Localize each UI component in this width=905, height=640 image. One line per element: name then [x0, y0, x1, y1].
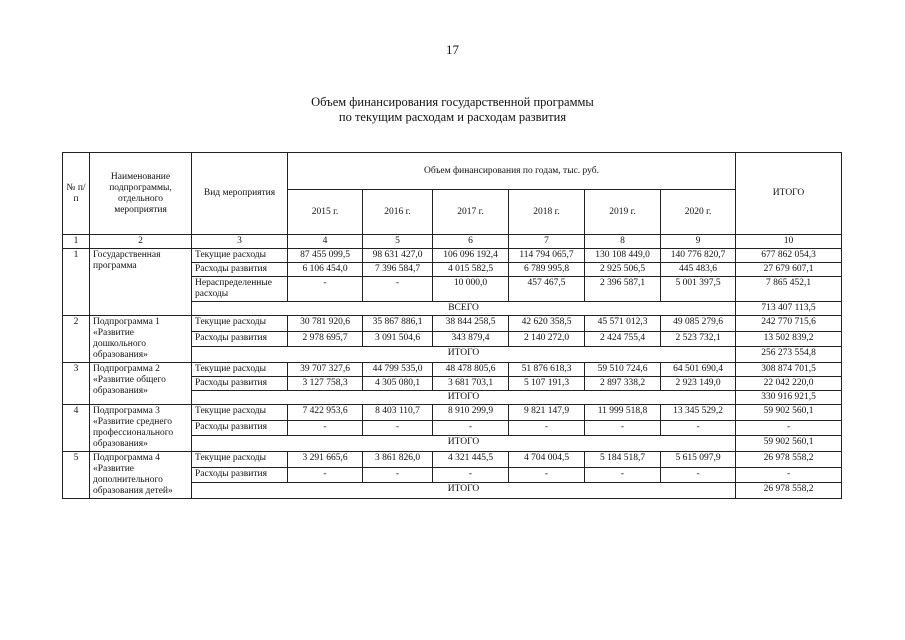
section-number: 1: [63, 249, 90, 316]
year-value: 4 305 080,1: [363, 377, 433, 391]
year-value: 4 015 582,5: [433, 263, 509, 277]
year-value: 5 001 397,5: [661, 277, 736, 302]
header-funding: Объем финансирования по годам, тыс. руб.: [288, 153, 736, 190]
header-year: 2020 г.: [661, 190, 736, 235]
row-total: -: [736, 420, 842, 436]
year-value: -: [509, 467, 585, 483]
year-value: -: [363, 420, 433, 436]
expense-type: Расходы развития: [192, 420, 288, 436]
section-total-value: 256 273 554,8: [736, 347, 842, 363]
document-title: [0, 95, 905, 125]
year-value: 3 127 758,3: [288, 377, 363, 391]
header-name: Наименование подпрограммы, отдельного мероприятия: [90, 153, 192, 235]
year-value: 7 396 584,7: [363, 263, 433, 277]
year-value: 51 876 618,3: [509, 363, 585, 377]
year-value: 4 321 445,5: [433, 452, 509, 468]
expense-type: Текущие расходы: [192, 405, 288, 421]
year-value: -: [661, 420, 736, 436]
header-column-number: 1: [63, 235, 90, 249]
row-total: 308 874 701,5: [736, 363, 842, 377]
year-value: 39 707 327,6: [288, 363, 363, 377]
year-value: 5 107 191,3: [509, 377, 585, 391]
header-column-numbers-row: [63, 235, 842, 249]
section-total-label: ИТОГО: [192, 391, 736, 405]
title-line-1: Объем финансирования государственной программы: [311, 95, 594, 109]
title-line-2: по текущим расходам и расходам развития: [338, 110, 567, 124]
year-value: 2 978 695,7: [288, 331, 363, 347]
section-total-label: ВСЕГО: [192, 302, 736, 316]
section-name: Подпрограмма 4 «Развитие дополнительного образования детей»: [90, 452, 192, 499]
year-value: 114 794 065,7: [509, 249, 585, 263]
year-value: 8 910 299,9: [433, 405, 509, 421]
expense-type: Текущие расходы: [192, 249, 288, 263]
financing-table: [62, 152, 842, 499]
table-body: [63, 249, 842, 499]
table-row: [63, 452, 842, 468]
section-number: 2: [63, 316, 90, 363]
year-value: 49 085 279,6: [661, 316, 736, 332]
section-total-value: 26 978 558,2: [736, 483, 842, 499]
header-type: Вид мероприятия: [192, 153, 288, 235]
section-total-value: 713 407 113,5: [736, 302, 842, 316]
row-total: 27 679 607,1: [736, 263, 842, 277]
year-value: 7 422 953,6: [288, 405, 363, 421]
expense-type: Расходы развития: [192, 377, 288, 391]
header-column-number: 5: [363, 235, 433, 249]
year-value: 13 345 529,2: [661, 405, 736, 421]
header-no: № п/п: [63, 153, 90, 235]
year-value: 2 140 272,0: [509, 331, 585, 347]
year-value: 6 106 454,0: [288, 263, 363, 277]
year-value: 5 184 518,7: [585, 452, 661, 468]
page-number: 17: [446, 42, 459, 57]
year-value: 9 821 147,9: [509, 405, 585, 421]
table-row: [63, 249, 842, 263]
year-value: 6 789 995,8: [509, 263, 585, 277]
year-value: 2 396 587,1: [585, 277, 661, 302]
year-value: 59 510 724,6: [585, 363, 661, 377]
year-value: -: [433, 420, 509, 436]
year-value: -: [509, 420, 585, 436]
section-total-value: 59 902 560,1: [736, 436, 842, 452]
expense-type: Текущие расходы: [192, 452, 288, 468]
year-value: 3 681 703,1: [433, 377, 509, 391]
year-value: 8 403 110,7: [363, 405, 433, 421]
section-number: 3: [63, 363, 90, 405]
table-row: [63, 363, 842, 377]
year-value: 445 483,6: [661, 263, 736, 277]
year-value: 11 999 518,8: [585, 405, 661, 421]
year-value: 3 291 665,6: [288, 452, 363, 468]
year-value: 2 925 506,5: [585, 263, 661, 277]
row-total: -: [736, 467, 842, 483]
year-value: 3 091 504,6: [363, 331, 433, 347]
year-value: -: [585, 467, 661, 483]
expense-type: Расходы развития: [192, 467, 288, 483]
year-value: 64 501 690,4: [661, 363, 736, 377]
year-value: 98 631 427,0: [363, 249, 433, 263]
table-row: [63, 405, 842, 421]
year-value: -: [433, 467, 509, 483]
year-value: -: [363, 277, 433, 302]
section-name: Подпрограмма 1 «Развитие дошкольного образования»: [90, 316, 192, 363]
year-value: 42 620 358,5: [509, 316, 585, 332]
header-column-number: 6: [433, 235, 509, 249]
year-value: 30 781 920,6: [288, 316, 363, 332]
year-value: 3 861 826,0: [363, 452, 433, 468]
year-value: 457 467,5: [509, 277, 585, 302]
header-year: 2016 г.: [363, 190, 433, 235]
table-row: [63, 316, 842, 332]
year-value: 140 776 820,7: [661, 249, 736, 263]
header-column-number: 3: [192, 235, 288, 249]
year-value: -: [585, 420, 661, 436]
year-value: 130 108 449,0: [585, 249, 661, 263]
expense-type: Текущие расходы: [192, 363, 288, 377]
header-column-number: 8: [585, 235, 661, 249]
year-value: 35 867 886,1: [363, 316, 433, 332]
year-value: 5 615 097,9: [661, 452, 736, 468]
year-value: 48 478 805,6: [433, 363, 509, 377]
header-year: 2019 г.: [585, 190, 661, 235]
section-name: Подпрограмма 3 «Развитие среднего профессионального образования»: [90, 405, 192, 452]
year-value: 2 523 732,1: [661, 331, 736, 347]
section-number: 5: [63, 452, 90, 499]
section-total-label: ИТОГО: [192, 347, 736, 363]
section-name: Государственная программа: [90, 249, 192, 316]
row-total: 677 862 054,3: [736, 249, 842, 263]
row-total: 7 865 452,1: [736, 277, 842, 302]
section-total-value: 330 916 921,5: [736, 391, 842, 405]
row-total: 13 502 839,2: [736, 331, 842, 347]
header-year: 2017 г.: [433, 190, 509, 235]
year-value: 38 844 258,5: [433, 316, 509, 332]
header-column-number: 9: [661, 235, 736, 249]
header-total: ИТОГО: [736, 153, 842, 235]
expense-type: Текущие расходы: [192, 316, 288, 332]
row-total: 59 902 560,1: [736, 405, 842, 421]
year-value: 2 897 338,2: [585, 377, 661, 391]
section-name: Подпрограмма 2 «Развитие общего образования»: [90, 363, 192, 405]
header-year: 2018 г.: [509, 190, 585, 235]
year-value: 4 704 004,5: [509, 452, 585, 468]
row-total: 22 042 220,0: [736, 377, 842, 391]
year-value: -: [288, 467, 363, 483]
expense-type: Расходы развития: [192, 263, 288, 277]
expense-type: Расходы развития: [192, 331, 288, 347]
year-value: -: [363, 467, 433, 483]
header-column-number: 10: [736, 235, 842, 249]
year-value: -: [661, 467, 736, 483]
row-total: 26 978 558,2: [736, 452, 842, 468]
year-value: -: [288, 420, 363, 436]
header-column-number: 2: [90, 235, 192, 249]
expense-type: Нераспределенные расходы: [192, 277, 288, 302]
year-value: 343 879,4: [433, 331, 509, 347]
year-value: 87 455 099,5: [288, 249, 363, 263]
year-value: 106 096 192,4: [433, 249, 509, 263]
year-value: 2 923 149,0: [661, 377, 736, 391]
section-total-label: ИТОГО: [192, 483, 736, 499]
year-value: 2 424 755,4: [585, 331, 661, 347]
header-column-number: 4: [288, 235, 363, 249]
section-number: 4: [63, 405, 90, 452]
header-year: 2015 г.: [288, 190, 363, 235]
year-value: 45 571 012,3: [585, 316, 661, 332]
section-total-label: ИТОГО: [192, 436, 736, 452]
year-value: 10 000,0: [433, 277, 509, 302]
year-value: -: [288, 277, 363, 302]
year-value: 44 799 535,0: [363, 363, 433, 377]
row-total: 242 770 715,6: [736, 316, 842, 332]
table-header: [63, 153, 842, 249]
header-column-number: 7: [509, 235, 585, 249]
